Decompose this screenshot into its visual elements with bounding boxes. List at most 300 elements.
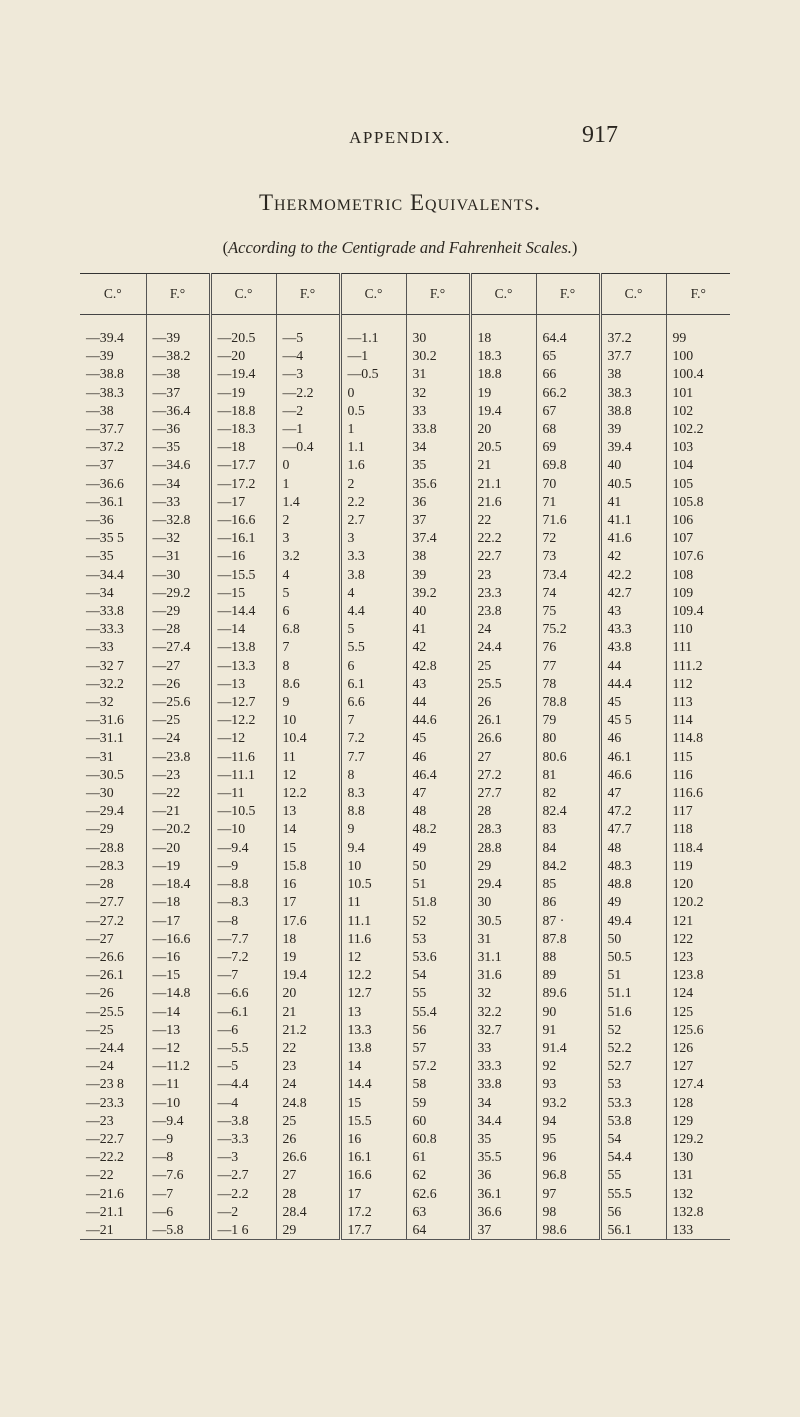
fahrenheit-cell: —18 xyxy=(146,893,210,911)
fahrenheit-cell: 111.2 xyxy=(666,657,730,675)
fahrenheit-cell: 91 xyxy=(536,1021,600,1039)
celsius-cell: 14.4 xyxy=(340,1075,406,1093)
celsius-cell: 22.7 xyxy=(470,547,536,565)
celsius-cell: 31.1 xyxy=(470,948,536,966)
fahrenheit-cell: 67 xyxy=(536,402,600,420)
celsius-cell: 33 xyxy=(470,1039,536,1057)
celsius-cell: —26.6 xyxy=(86,948,124,964)
fahrenheit-cell: 15.8 xyxy=(276,857,340,875)
fahrenheit-cell: 51 xyxy=(406,875,470,893)
celsius-cell: —6 xyxy=(210,1021,276,1039)
celsius-cell: —18.8 xyxy=(210,402,276,420)
celsius-cell: 1 xyxy=(340,420,406,438)
fahrenheit-cell: —7 xyxy=(146,1185,210,1203)
celsius-cell: 9 xyxy=(340,820,406,838)
celsius-cell: 43 xyxy=(600,602,666,620)
table-row xyxy=(80,402,730,420)
fahrenheit-cell: 93 xyxy=(536,1075,600,1093)
table-row xyxy=(80,820,730,838)
celsius-cell: 20.5 xyxy=(470,438,536,456)
table-row xyxy=(80,1148,730,1166)
celsius-cell: —39.4 xyxy=(86,330,124,345)
fahrenheit-cell: 84 xyxy=(536,839,600,857)
fahrenheit-cell: 2 xyxy=(276,511,340,529)
fahrenheit-cell: 107 xyxy=(666,529,730,547)
fahrenheit-cell: 78 xyxy=(536,675,600,693)
celsius-cell: 35 xyxy=(470,1130,536,1148)
celsius-cell: —14 xyxy=(210,620,276,638)
fahrenheit-cell: 13 xyxy=(276,802,340,820)
fahrenheit-cell: 63 xyxy=(406,1203,470,1221)
fahrenheit-cell: 112 xyxy=(666,675,730,693)
table-row xyxy=(80,839,730,857)
table-row xyxy=(80,365,730,383)
celsius-cell: 3.8 xyxy=(340,566,406,584)
celsius-cell: 36.6 xyxy=(470,1203,536,1221)
celsius-cell: 23.3 xyxy=(470,584,536,602)
table-row xyxy=(80,912,730,930)
celsius-cell: —12.2 xyxy=(210,711,276,729)
celsius-cell: —38 xyxy=(86,402,114,418)
fahrenheit-cell: —24 xyxy=(146,729,210,747)
celsius-cell: —5.5 xyxy=(210,1039,276,1057)
celsius-cell: 26.1 xyxy=(470,711,536,729)
fahrenheit-cell: 18 xyxy=(276,930,340,948)
fahrenheit-cell: 119 xyxy=(666,857,730,875)
fahrenheit-cell: 40 xyxy=(406,602,470,620)
celsius-cell: —29.4 xyxy=(86,803,124,819)
fahrenheit-cell: 33.8 xyxy=(406,420,470,438)
fahrenheit-cell: —17 xyxy=(146,912,210,930)
fahrenheit-cell: 35.6 xyxy=(406,475,470,493)
celsius-cell: —32 xyxy=(86,694,114,710)
fahrenheit-cell: 91.4 xyxy=(536,1039,600,1057)
fahrenheit-cell: —29.2 xyxy=(146,584,210,602)
column-header: F.° xyxy=(666,274,730,315)
celsius-cell: —30.5 xyxy=(86,766,124,782)
fahrenheit-cell: 75.2 xyxy=(536,620,600,638)
table-row xyxy=(80,857,730,875)
fahrenheit-cell: 98 xyxy=(536,1203,600,1221)
table-row xyxy=(80,620,730,638)
celsius-cell: 18 xyxy=(470,329,536,347)
running-title: APPENDIX. xyxy=(349,128,451,147)
fahrenheit-cell: —15 xyxy=(146,966,210,984)
column-header: F.° xyxy=(406,274,470,315)
celsius-cell: —32 7 xyxy=(86,657,124,673)
fahrenheit-cell: 32 xyxy=(406,384,470,402)
celsius-cell: —36.1 xyxy=(86,493,124,509)
celsius-cell: —18 xyxy=(210,438,276,456)
table-row xyxy=(80,748,730,766)
fahrenheit-cell: 102 xyxy=(666,402,730,420)
table-row xyxy=(80,1112,730,1130)
fahrenheit-cell: 54 xyxy=(406,966,470,984)
fahrenheit-cell: 97 xyxy=(536,1185,600,1203)
fahrenheit-cell: 53.6 xyxy=(406,948,470,966)
fahrenheit-cell: 14 xyxy=(276,820,340,838)
table-row xyxy=(80,948,730,966)
celsius-cell: —36 xyxy=(86,512,114,528)
celsius-cell: —34 xyxy=(86,584,114,600)
celsius-cell: 17.7 xyxy=(340,1221,406,1240)
celsius-cell: 18.8 xyxy=(470,365,536,383)
fahrenheit-cell: —22 xyxy=(146,784,210,802)
table-row xyxy=(80,638,730,656)
celsius-cell: —33 xyxy=(86,639,114,655)
fahrenheit-cell: 105 xyxy=(666,475,730,493)
celsius-cell: 42.2 xyxy=(600,566,666,584)
fahrenheit-cell: 61 xyxy=(406,1148,470,1166)
celsius-cell: —9 xyxy=(210,857,276,875)
celsius-cell: 4 xyxy=(340,584,406,602)
table-row xyxy=(80,1021,730,1039)
celsius-cell: 7.2 xyxy=(340,729,406,747)
fahrenheit-cell: —0.4 xyxy=(276,438,340,456)
fahrenheit-cell: —5 xyxy=(276,329,340,347)
fahrenheit-cell: 106 xyxy=(666,511,730,529)
celsius-cell: 48.8 xyxy=(600,875,666,893)
table-row xyxy=(80,966,730,984)
fahrenheit-cell: 8.6 xyxy=(276,675,340,693)
fahrenheit-cell: 131 xyxy=(666,1166,730,1184)
celsius-cell: —21 xyxy=(80,1221,146,1240)
fahrenheit-cell: —5.8 xyxy=(146,1221,210,1240)
fahrenheit-cell: 37.4 xyxy=(406,529,470,547)
celsius-cell: 51.6 xyxy=(600,1003,666,1021)
celsius-cell: 7.7 xyxy=(340,748,406,766)
celsius-cell: 10.5 xyxy=(340,875,406,893)
table-title: Thermometric Equivalents. xyxy=(258,190,542,215)
celsius-cell: 13.8 xyxy=(340,1039,406,1057)
column-header: F.° xyxy=(146,274,210,315)
fahrenheit-cell: 122 xyxy=(666,930,730,948)
celsius-cell: 56 xyxy=(600,1203,666,1221)
fahrenheit-cell: 82 xyxy=(536,784,600,802)
celsius-cell: —3.3 xyxy=(210,1130,276,1148)
celsius-cell: —36.6 xyxy=(86,475,124,491)
table-row xyxy=(80,930,730,948)
fahrenheit-cell: 128 xyxy=(666,1094,730,1112)
celsius-cell: 43.8 xyxy=(600,638,666,656)
fahrenheit-cell: 44 xyxy=(406,693,470,711)
celsius-cell: 12.7 xyxy=(340,984,406,1002)
celsius-cell: 28.8 xyxy=(470,839,536,857)
fahrenheit-cell: 20 xyxy=(276,984,340,1002)
fahrenheit-cell: 68 xyxy=(536,420,600,438)
celsius-cell: 45 xyxy=(600,693,666,711)
celsius-cell: 30 xyxy=(470,893,536,911)
fahrenheit-cell: 79 xyxy=(536,711,600,729)
celsius-cell: —33.8 xyxy=(86,603,124,619)
subtitle-open-paren: ( xyxy=(222,238,229,257)
fahrenheit-cell: 41 xyxy=(406,620,470,638)
celsius-cell: 28 xyxy=(470,802,536,820)
fahrenheit-cell: 65 xyxy=(536,347,600,365)
celsius-cell: 13.3 xyxy=(340,1021,406,1039)
celsius-cell: 9.4 xyxy=(340,839,406,857)
celsius-cell: 5 xyxy=(340,620,406,638)
celsius-cell: 21.6 xyxy=(470,493,536,511)
celsius-cell: 4.4 xyxy=(340,602,406,620)
celsius-cell: —16.6 xyxy=(210,511,276,529)
celsius-cell: —2.2 xyxy=(210,1185,276,1203)
celsius-cell: 37 xyxy=(470,1221,536,1240)
fahrenheit-cell: —25.6 xyxy=(146,693,210,711)
fahrenheit-cell: —32.8 xyxy=(146,511,210,529)
fahrenheit-cell: 24 xyxy=(276,1075,340,1093)
fahrenheit-cell: 57.2 xyxy=(406,1057,470,1075)
fahrenheit-cell: 29 xyxy=(276,1221,340,1240)
celsius-cell: 37.2 xyxy=(600,329,666,347)
celsius-cell: 17 xyxy=(340,1185,406,1203)
table-row xyxy=(80,475,730,493)
table-row xyxy=(80,1166,730,1184)
fahrenheit-cell: 30 xyxy=(406,329,470,347)
fahrenheit-cell: 107.6 xyxy=(666,547,730,565)
celsius-cell: —1 6 xyxy=(210,1221,276,1240)
fahrenheit-cell: 108 xyxy=(666,566,730,584)
fahrenheit-cell: 53 xyxy=(406,930,470,948)
celsius-cell: —20.5 xyxy=(210,329,276,347)
fahrenheit-cell: 64 xyxy=(406,1221,470,1240)
fahrenheit-cell: —26 xyxy=(146,675,210,693)
fahrenheit-cell: 37 xyxy=(406,511,470,529)
celsius-cell: —7.7 xyxy=(210,930,276,948)
fahrenheit-cell: —23 xyxy=(146,766,210,784)
celsius-cell: 52.7 xyxy=(600,1057,666,1075)
celsius-cell: 43.3 xyxy=(600,620,666,638)
celsius-cell: 8.3 xyxy=(340,784,406,802)
celsius-cell: 46.1 xyxy=(600,748,666,766)
fahrenheit-cell: 6 xyxy=(276,602,340,620)
celsius-cell: —39 xyxy=(86,348,114,364)
celsius-cell: —27.7 xyxy=(86,894,124,910)
table-row xyxy=(80,729,730,747)
celsius-cell: —2.7 xyxy=(210,1166,276,1184)
celsius-cell: 39 xyxy=(600,420,666,438)
fahrenheit-cell: —27 xyxy=(146,657,210,675)
fahrenheit-cell: 92 xyxy=(536,1057,600,1075)
celsius-cell: —6.1 xyxy=(210,1003,276,1021)
celsius-cell: —21.1 xyxy=(86,1203,124,1219)
table-row xyxy=(80,1130,730,1148)
celsius-cell: —4.4 xyxy=(210,1075,276,1093)
fahrenheit-cell: 55 xyxy=(406,984,470,1002)
celsius-cell: —29 xyxy=(86,821,114,837)
fahrenheit-cell: 78.8 xyxy=(536,693,600,711)
column-header: F.° xyxy=(276,274,340,315)
celsius-cell: —26 xyxy=(86,985,114,1001)
fahrenheit-cell: 125.6 xyxy=(666,1021,730,1039)
fahrenheit-cell: —14.8 xyxy=(146,984,210,1002)
celsius-cell: —37.2 xyxy=(86,439,124,455)
celsius-cell: 46.6 xyxy=(600,766,666,784)
fahrenheit-cell: 44.6 xyxy=(406,711,470,729)
celsius-cell: —11 xyxy=(210,784,276,802)
fahrenheit-cell: 116 xyxy=(666,766,730,784)
celsius-cell: —2 xyxy=(210,1203,276,1221)
fahrenheit-cell: 100.4 xyxy=(666,365,730,383)
celsius-cell: 12 xyxy=(340,948,406,966)
fahrenheit-cell: —9 xyxy=(146,1130,210,1148)
celsius-cell: —15 xyxy=(210,584,276,602)
fahrenheit-cell: 31 xyxy=(406,365,470,383)
celsius-cell: —9.4 xyxy=(210,839,276,857)
fahrenheit-cell: 1 xyxy=(276,475,340,493)
celsius-cell: —10 xyxy=(210,820,276,838)
fahrenheit-cell: —8 xyxy=(146,1148,210,1166)
table-row xyxy=(80,584,730,602)
celsius-cell: 51.1 xyxy=(600,984,666,1002)
celsius-cell: 40 xyxy=(600,456,666,474)
celsius-cell: 34.4 xyxy=(470,1112,536,1130)
fahrenheit-cell: 52 xyxy=(406,912,470,930)
fahrenheit-cell: 109.4 xyxy=(666,602,730,620)
fahrenheit-cell: —28 xyxy=(146,620,210,638)
celsius-cell: 2.7 xyxy=(340,511,406,529)
table-row xyxy=(80,347,730,365)
celsius-cell: 53.8 xyxy=(600,1112,666,1130)
celsius-cell: 53 xyxy=(600,1075,666,1093)
celsius-cell: —22.2 xyxy=(86,1149,124,1165)
fahrenheit-cell: —20 xyxy=(146,839,210,857)
fahrenheit-cell: 62 xyxy=(406,1166,470,1184)
fahrenheit-cell: —38 xyxy=(146,365,210,383)
celsius-cell: —21.6 xyxy=(86,1185,124,1201)
celsius-cell: 11 xyxy=(340,893,406,911)
celsius-cell: 6.6 xyxy=(340,693,406,711)
celsius-cell: —32.2 xyxy=(86,675,124,691)
fahrenheit-cell: 114.8 xyxy=(666,729,730,747)
celsius-cell: 27.7 xyxy=(470,784,536,802)
celsius-cell: —37 xyxy=(86,457,114,473)
celsius-cell: 8.8 xyxy=(340,802,406,820)
fahrenheit-cell: —36 xyxy=(146,420,210,438)
celsius-cell: 27.2 xyxy=(470,766,536,784)
celsius-cell: —6.6 xyxy=(210,984,276,1002)
celsius-cell: 29.4 xyxy=(470,875,536,893)
fahrenheit-cell: 55.4 xyxy=(406,1003,470,1021)
celsius-cell: —1.1 xyxy=(340,329,406,347)
fahrenheit-cell: 35 xyxy=(406,456,470,474)
fahrenheit-cell: 100 xyxy=(666,347,730,365)
celsius-cell: 6.1 xyxy=(340,675,406,693)
celsius-cell: —23 8 xyxy=(86,1076,124,1092)
table-row xyxy=(80,511,730,529)
fahrenheit-cell: —32 xyxy=(146,529,210,547)
celsius-cell: 10 xyxy=(340,857,406,875)
fahrenheit-cell: —19 xyxy=(146,857,210,875)
fahrenheit-cell: 22 xyxy=(276,1039,340,1057)
fahrenheit-cell: 12 xyxy=(276,766,340,784)
celsius-cell: 34 xyxy=(470,1094,536,1112)
fahrenheit-cell: —3 xyxy=(276,365,340,383)
celsius-cell: —27 xyxy=(86,930,114,946)
fahrenheit-cell: 115 xyxy=(666,748,730,766)
fahrenheit-cell: 118.4 xyxy=(666,839,730,857)
celsius-cell: 44.4 xyxy=(600,675,666,693)
fahrenheit-cell: 64.4 xyxy=(536,329,600,347)
celsius-cell: —12.7 xyxy=(210,693,276,711)
table-row xyxy=(80,493,730,511)
celsius-cell: 8 xyxy=(340,766,406,784)
fahrenheit-cell: 129 xyxy=(666,1112,730,1130)
fahrenheit-cell: —21 xyxy=(146,802,210,820)
celsius-cell: 39.4 xyxy=(600,438,666,456)
fahrenheit-cell: 21 xyxy=(276,1003,340,1021)
celsius-cell: —15.5 xyxy=(210,566,276,584)
fahrenheit-cell: 75 xyxy=(536,602,600,620)
fahrenheit-cell: 101 xyxy=(666,384,730,402)
celsius-cell: —17 xyxy=(210,493,276,511)
celsius-cell: 54.4 xyxy=(600,1148,666,1166)
fahrenheit-cell: 69 xyxy=(536,438,600,456)
celsius-cell: —11.1 xyxy=(210,766,276,784)
fahrenheit-cell: 123.8 xyxy=(666,966,730,984)
fahrenheit-cell: 45 xyxy=(406,729,470,747)
fahrenheit-cell: 58 xyxy=(406,1075,470,1093)
table-row xyxy=(80,802,730,820)
celsius-cell: —17.7 xyxy=(210,456,276,474)
fahrenheit-cell: —29 xyxy=(146,602,210,620)
celsius-cell: —24.4 xyxy=(86,1039,124,1055)
fahrenheit-cell: 39.2 xyxy=(406,584,470,602)
celsius-cell: 0 xyxy=(340,384,406,402)
fahrenheit-cell: 74 xyxy=(536,584,600,602)
table-row xyxy=(80,875,730,893)
fahrenheit-cell: 80.6 xyxy=(536,748,600,766)
fahrenheit-cell: —7.6 xyxy=(146,1166,210,1184)
celsius-cell: 55.5 xyxy=(600,1185,666,1203)
celsius-cell: —17.2 xyxy=(210,475,276,493)
celsius-cell: 3.3 xyxy=(340,547,406,565)
fahrenheit-cell: 77 xyxy=(536,657,600,675)
column-header: F.° xyxy=(536,274,600,315)
fahrenheit-cell: —27.4 xyxy=(146,638,210,656)
fahrenheit-cell: —2.2 xyxy=(276,384,340,402)
fahrenheit-cell: 120.2 xyxy=(666,893,730,911)
celsius-cell: 24 xyxy=(470,620,536,638)
celsius-cell: —28 xyxy=(86,876,114,892)
header-row xyxy=(80,274,730,315)
celsius-cell: 17.2 xyxy=(340,1203,406,1221)
table-subtitle xyxy=(0,238,800,258)
fahrenheit-cell: 96.8 xyxy=(536,1166,600,1184)
fahrenheit-cell: 38 xyxy=(406,547,470,565)
table-body xyxy=(80,315,730,1240)
fahrenheit-cell: 85 xyxy=(536,875,600,893)
fahrenheit-cell: 71 xyxy=(536,493,600,511)
column-header: C.° xyxy=(210,274,276,315)
fahrenheit-cell: 48.2 xyxy=(406,820,470,838)
fahrenheit-cell: 42 xyxy=(406,638,470,656)
fahrenheit-cell: —34 xyxy=(146,475,210,493)
celsius-cell: —33.3 xyxy=(86,621,124,637)
fahrenheit-cell: —30 xyxy=(146,566,210,584)
fahrenheit-cell: —35 xyxy=(146,438,210,456)
table-row xyxy=(80,1057,730,1075)
celsius-cell: 42.7 xyxy=(600,584,666,602)
fahrenheit-cell: 99 xyxy=(666,329,730,347)
fahrenheit-cell: 46.4 xyxy=(406,766,470,784)
fahrenheit-cell: 98.6 xyxy=(536,1221,600,1240)
celsius-cell: 36.1 xyxy=(470,1185,536,1203)
fahrenheit-cell: 73 xyxy=(536,547,600,565)
fahrenheit-cell: —20.2 xyxy=(146,820,210,838)
fahrenheit-cell: 15 xyxy=(276,839,340,857)
fahrenheit-cell: 10.4 xyxy=(276,729,340,747)
